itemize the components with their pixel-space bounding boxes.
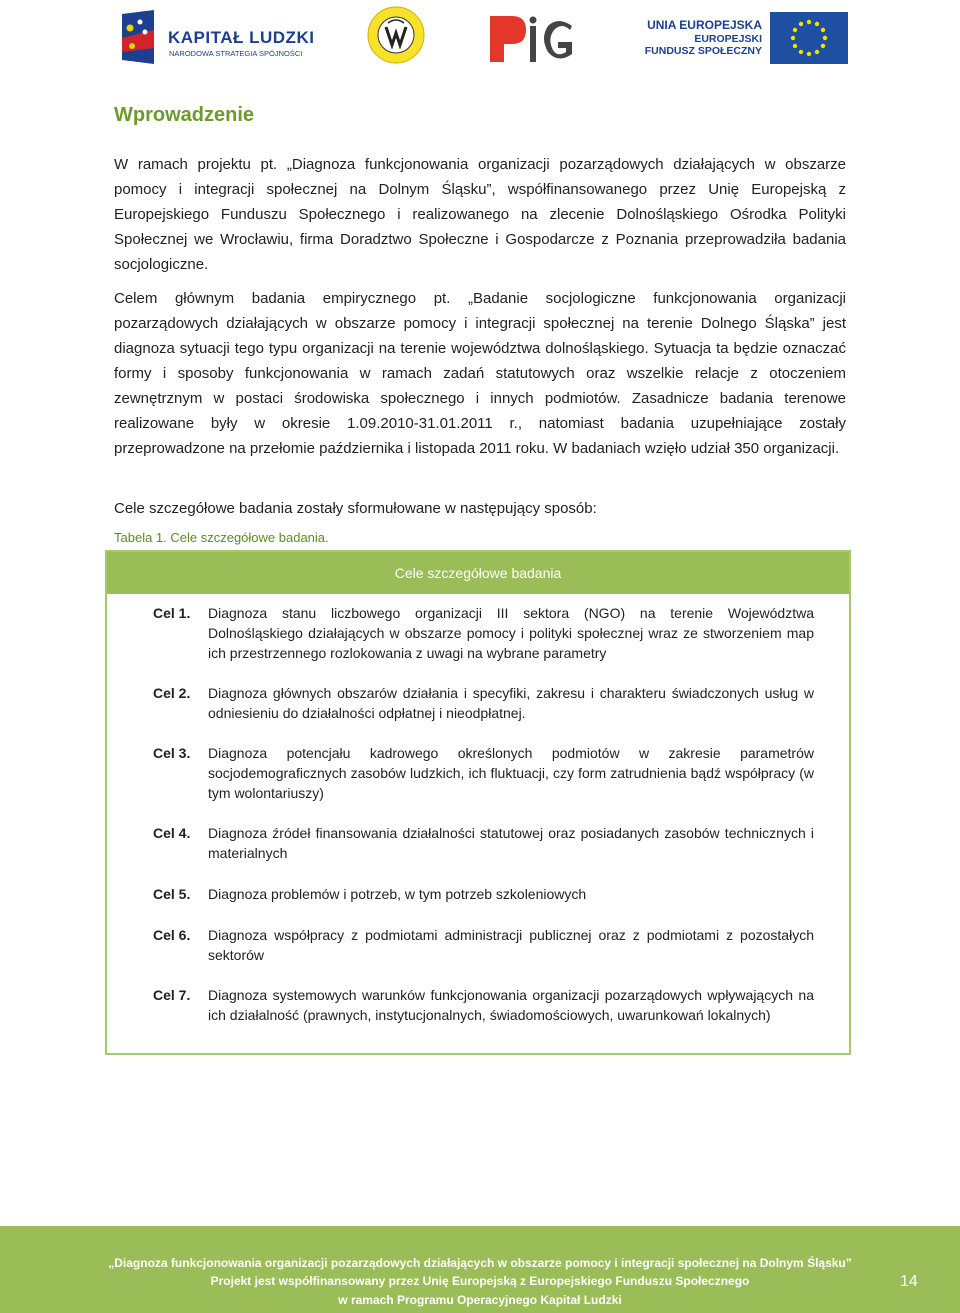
kapital-ludzki-logo xyxy=(118,8,315,70)
page-footer xyxy=(0,1226,960,1313)
row-text: Diagnoza źródeł finansowania działalności statutowej oraz posiadanych zasobów technicznych i materialnych xyxy=(208,825,814,861)
objectives-intro: Cele szczegółowe badania zostały sformułowane w następujący sposób: xyxy=(114,500,597,517)
table-caption: Tabela 1. Cele szczegółowe badania. xyxy=(114,530,329,545)
eu-line-2: EUROPEJSKI xyxy=(694,33,762,45)
eu-line-3: FUNDUSZ SPOŁECZNY xyxy=(644,45,762,57)
row-label: Cel 4. xyxy=(153,825,191,841)
row-text: Diagnoza potencjału kadrowego określonych podmiotów w zakresie parametrów socjodemograficznych zasobów ludzkich, ich fluktuacji, czy form zatrudnienia bądź współpracy (w tym wolontariuszy) xyxy=(208,745,814,801)
row-label: Cel 5. xyxy=(153,886,191,902)
table-header: Cele szczegółowe badania xyxy=(107,552,849,594)
row-label: Cel 7. xyxy=(153,987,191,1003)
kapital-ludzki-subtitle: NARODOWA STRATEGIA SPÓJNOŚCI xyxy=(169,49,303,58)
row-text: Diagnoza problemów i potrzeb, w tym potrzeb szkoleniowych xyxy=(208,886,587,902)
eu-flag-logo xyxy=(644,12,848,66)
page-number: 14 xyxy=(900,1273,918,1290)
row-label: Cel 6. xyxy=(153,927,191,943)
row-text: Diagnoza głównych obszarów działania i specyfiki, zakresu i charakteru świadczonych usług w odniesieniu do działalności odpłatnej i nieodpłatnej. xyxy=(208,685,814,721)
row-text: Diagnoza systemowych warunków funkcjonowania organizacji pozarządowych wpływających na ich działalność (prawnych, instytucjonalnych, świadomościowych, uwarunkowań lokalnych) xyxy=(208,987,814,1023)
kapital-ludzki-name: KAPITAŁ LUDZKI xyxy=(168,28,315,47)
goal-paragraph: Celem głównym badania empirycznego pt. „Badanie socjologiczne funkcjonowania organizacji pozarządowych działających w obszarze pomocy i integracji społecznej na terenie Dolnego Śląska” jest diagnoza sytuacji tego typu organizacji na terenie województwa dolnośląskiego. Sytuacja ta będzie oznaczać formy i sposoby funkcjonowania w ramach zadań statutowych oraz wszelkie relacje z otoczeniem zewnętrznym w postaci środowiska społecznego i innych podmiotów. Zasadnicze badania terenowe realizowane były w okresie 1.09.2010-31.01.2011 r., natomiast badania uzupełniające zostały przeprowadzone na przełomie października i listopada 2011 roku. W badaniach wzięło udział 350 organizacji. xyxy=(114,290,846,457)
objectives-table xyxy=(105,550,851,1055)
footer-programme: w ramach Programu Operacyjnego Kapitał Ludzki xyxy=(338,1293,622,1307)
kapital-ludzki-flag-icon xyxy=(118,8,158,66)
row-label: Cel 2. xyxy=(153,685,191,701)
row-text: Diagnoza stanu liczbowego organizacji III sektora (NGO) na terenie Województwa Dolnośląskiego działających w obszarze pomocy i polityki społecznej wraz ze stworzeniem map ich przestrzennego rozlokowania z uwagi na wybrane parametry xyxy=(208,605,814,661)
footer-project-title: „Diagnoza funkcjonowania organizacji pozarządowych działających w obszarze pomocy i integracji społecznej na Dolnym Śląsku” xyxy=(108,1256,852,1270)
pig-mark-icon xyxy=(486,12,578,66)
intro-paragraph: W ramach projektu pt. „Diagnoza funkcjonowania organizacji pozarządowych działających w obszarze pomocy i integracji społecznej na Dolnym Śląsku”, współfinansowanego przez Unię Europejską z Europejskiego Funduszu Społecznego i realizowanego na zlecenie Dolnośląskiego Ośrodka Polityki Społecznej we Wrocławiu, firma Doradztwo Społeczne i Gospodarcze z Poznania przeprowadziła badania socjologiczne. xyxy=(114,156,846,273)
pig-logo xyxy=(486,12,578,66)
section-heading: Wprowadzenie xyxy=(114,104,255,126)
footer-funding-note: Projekt jest współfinansowany przez Unię Europejską z Europejskiego Funduszu Społecznego xyxy=(210,1274,750,1288)
dops-logo xyxy=(366,5,426,65)
row-label: Cel 3. xyxy=(153,745,191,761)
header-logos xyxy=(0,0,960,80)
eu-stars-flag-icon xyxy=(770,12,848,64)
eu-line-1: UNIA EUROPEJSKA xyxy=(647,18,762,32)
dops-seal-icon xyxy=(366,5,426,65)
row-text: Diagnoza współpracy z podmiotami administracji publicznej oraz z podmiotami z pozostałych sektorów xyxy=(208,927,814,963)
row-label: Cel 1. xyxy=(153,605,191,621)
